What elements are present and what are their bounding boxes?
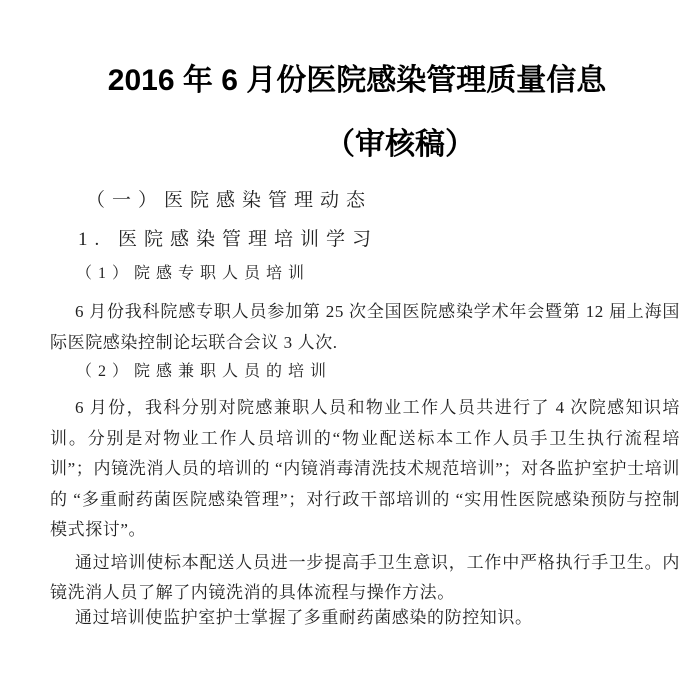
item-heading-fulltime-staff-training: （1）院感专职人员培训 [76,265,311,282]
document-page [0,61,692,676]
document-title-line1: 2016 年 6 月份医院感染管理质量信息 [107,64,607,97]
item-heading-parttime-staff-training: （2）院感兼职人员的培训 [76,363,333,380]
subsection-heading-training: 1. 医院感染管理培训学习 [78,229,379,250]
paragraph-training-results: 通过培训使标本配送人员进一步提高手卫生意识，工作中严格执行手卫生。内镜洗消人员了解了内镜洗消的具体流程与操作方法。 [50,552,680,602]
paragraph-parttime-staff-training: 6 月份，我科分别对院感兼职人员和物业工作人员共进行了 4 次院感知识培训。分别是对物业工作人员培训的“物业配送标本工作人员手卫生执行流程培训”；内镜洗消人员的培训的 “内镜消毒清洗技术规范培训”；对各监护室护士培训的 “多重耐药菌医院感染管理”；对行政干部培训的 “实用性医院感染预防与控制模式探讨”。 [50,398,680,539]
section-heading-1: （一）医院感染管理动态 [86,190,373,211]
paragraph-clipped-bottom: 通过培训使监护室护士掌握了多重耐药菌感染的防控知识。 [75,607,533,627]
document-body [50,61,680,633]
document-title-line2: （审核稿） [325,128,475,161]
paragraph-fulltime-staff-training: 6 月份我科院感专职人员参加第 25 次全国医院感染学术年会暨第 12 届上海国际医院感染控制论坛联合会议 3 人次. [50,302,680,352]
